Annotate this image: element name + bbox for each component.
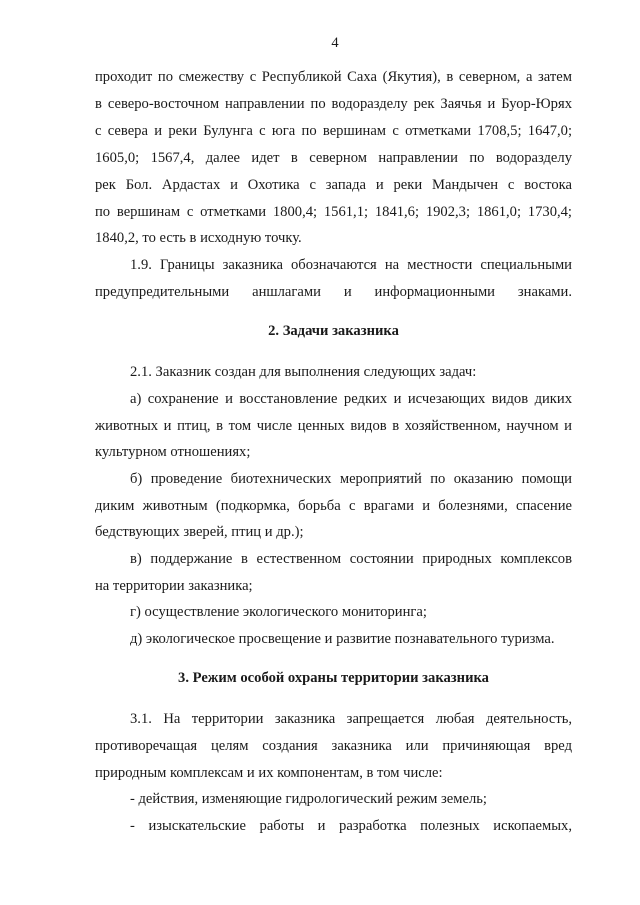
text-line: диким животным (подкормка, борьба с врагами и болезнями, спасение xyxy=(95,498,572,514)
text-line: предупредительными аншлагами и информационными знаками. xyxy=(95,284,572,300)
text-line: культурном отношениях; xyxy=(95,444,251,460)
task-item-d: д) экологическое просвещение и развитие познавательного туризма. xyxy=(130,631,555,647)
text-line: а) сохранение и восстановление редких и исчезающих видов диких xyxy=(130,391,572,407)
text-line: природным комплексам и их компонентам, в том числе: xyxy=(95,765,443,781)
section-2-lead: 2.1. Заказник создан для выполнения следующих задач: xyxy=(130,364,477,380)
text-line: по вершинам с отметками 1800,4; 1561,1; 1841,6; 1902,3; 1861,0; 1730,4; xyxy=(95,204,572,220)
text-line: 3.1. На территории заказника запрещается любая деятельность, xyxy=(130,711,572,727)
text-line: 1605,0; 1567,4, далее идет в северном направлении по водоразделу xyxy=(95,150,572,166)
text-line: бедствующих зверей, птиц и др.); xyxy=(95,524,304,540)
prohibition-item-1: - действия, изменяющие гидрологический режим земель; xyxy=(130,791,487,807)
text-line: в северо-восточном направлении по водоразделу рек Заячья и Буор-Юрях xyxy=(95,96,572,112)
text-line: противоречащая целям создания заказника или причиняющая вред xyxy=(95,738,572,754)
section-2-heading: 2. Задачи заказника xyxy=(268,323,399,339)
task-item-g: г) осуществление экологического мониторинга; xyxy=(130,604,427,620)
section-3-heading: 3. Режим особой охраны территории заказника xyxy=(178,670,489,686)
text-line: рек Бол. Ардастах и Охотика с запада и реки Мандычен с востока xyxy=(95,177,572,193)
text-line: проходит по смежеству с Республикой Саха (Якутия), в северном, а затем xyxy=(95,69,572,85)
text-line: 1840,2, то есть в исходную точку. xyxy=(95,230,302,246)
text-line: 1.9. Границы заказника обозначаются на местности специальными xyxy=(130,257,572,273)
text-line: на территории заказника; xyxy=(95,578,253,594)
text-line: в) поддержание в естественном состоянии природных комплексов xyxy=(130,551,572,567)
text-line: б) проведение биотехнических мероприятий по оказанию помощи xyxy=(130,471,572,487)
prohibition-item-2: - изыскательские работы и разработка полезных ископаемых, xyxy=(130,818,572,834)
text-line: животных и птиц, в том числе ценных видов в хозяйственном, научном и xyxy=(95,418,572,434)
page-number: 4 xyxy=(331,35,339,51)
text-line: с севера и реки Булунга с юга по вершинам с отметками 1708,5; 1647,0; xyxy=(95,123,572,139)
